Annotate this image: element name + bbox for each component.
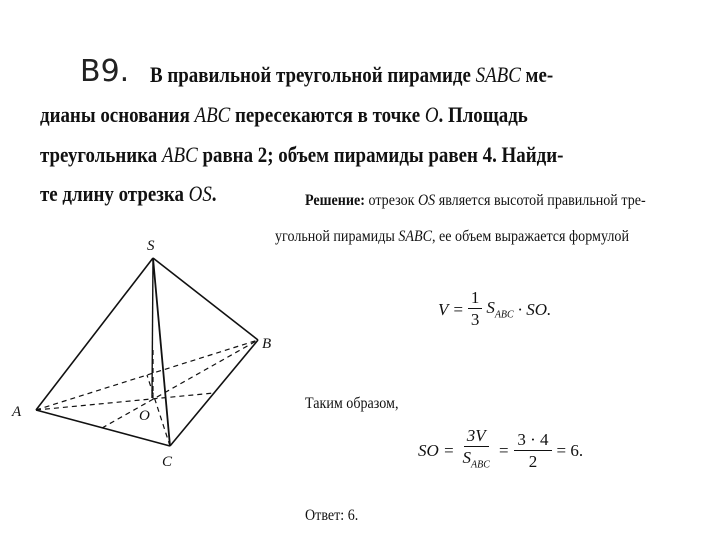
problem-line-1: В правильной треугольной пирамиде SABC ме- xyxy=(150,62,554,87)
solution-line-1: Решение: отрезок OS является высотой правильной тре- xyxy=(305,192,646,209)
conclusion-text: Таким образом, xyxy=(305,395,399,412)
problem-line-3: треугольника ABC равна 2; объем пирамиды равен 4. Найди- xyxy=(40,142,564,167)
problem-line-4: те длину отрезка OS. xyxy=(40,181,217,206)
edge-sc xyxy=(153,258,170,446)
median-b xyxy=(102,340,258,428)
label-a: A xyxy=(12,404,22,420)
solution-line-2: угольной пирамиды SABC, ее объем выражается формулой xyxy=(275,228,629,245)
volume-formula: V = $\frac{1}{3}$ $S_{ABC}$ · SO. xyxy=(438,288,552,329)
label-b: B xyxy=(262,336,272,352)
edge-cb xyxy=(170,340,258,446)
edge-sb xyxy=(153,258,258,340)
label-s: S xyxy=(147,238,155,254)
so-formula: SO = $\frac{3V}{S_{ABC}}$ = $\frac{3 \cdot 4}{2}$ = 6. xyxy=(418,426,584,471)
problem-number: B9. xyxy=(80,54,130,89)
problem-line-2: дианы основания ABC пересекаются в точке O. Площадь xyxy=(40,102,528,127)
edge-sa xyxy=(36,258,153,410)
label-o: O xyxy=(139,408,150,424)
answer-text: Ответ: 6. xyxy=(305,507,359,524)
label-c: C xyxy=(162,454,173,470)
pyramid-figure xyxy=(0,230,290,480)
